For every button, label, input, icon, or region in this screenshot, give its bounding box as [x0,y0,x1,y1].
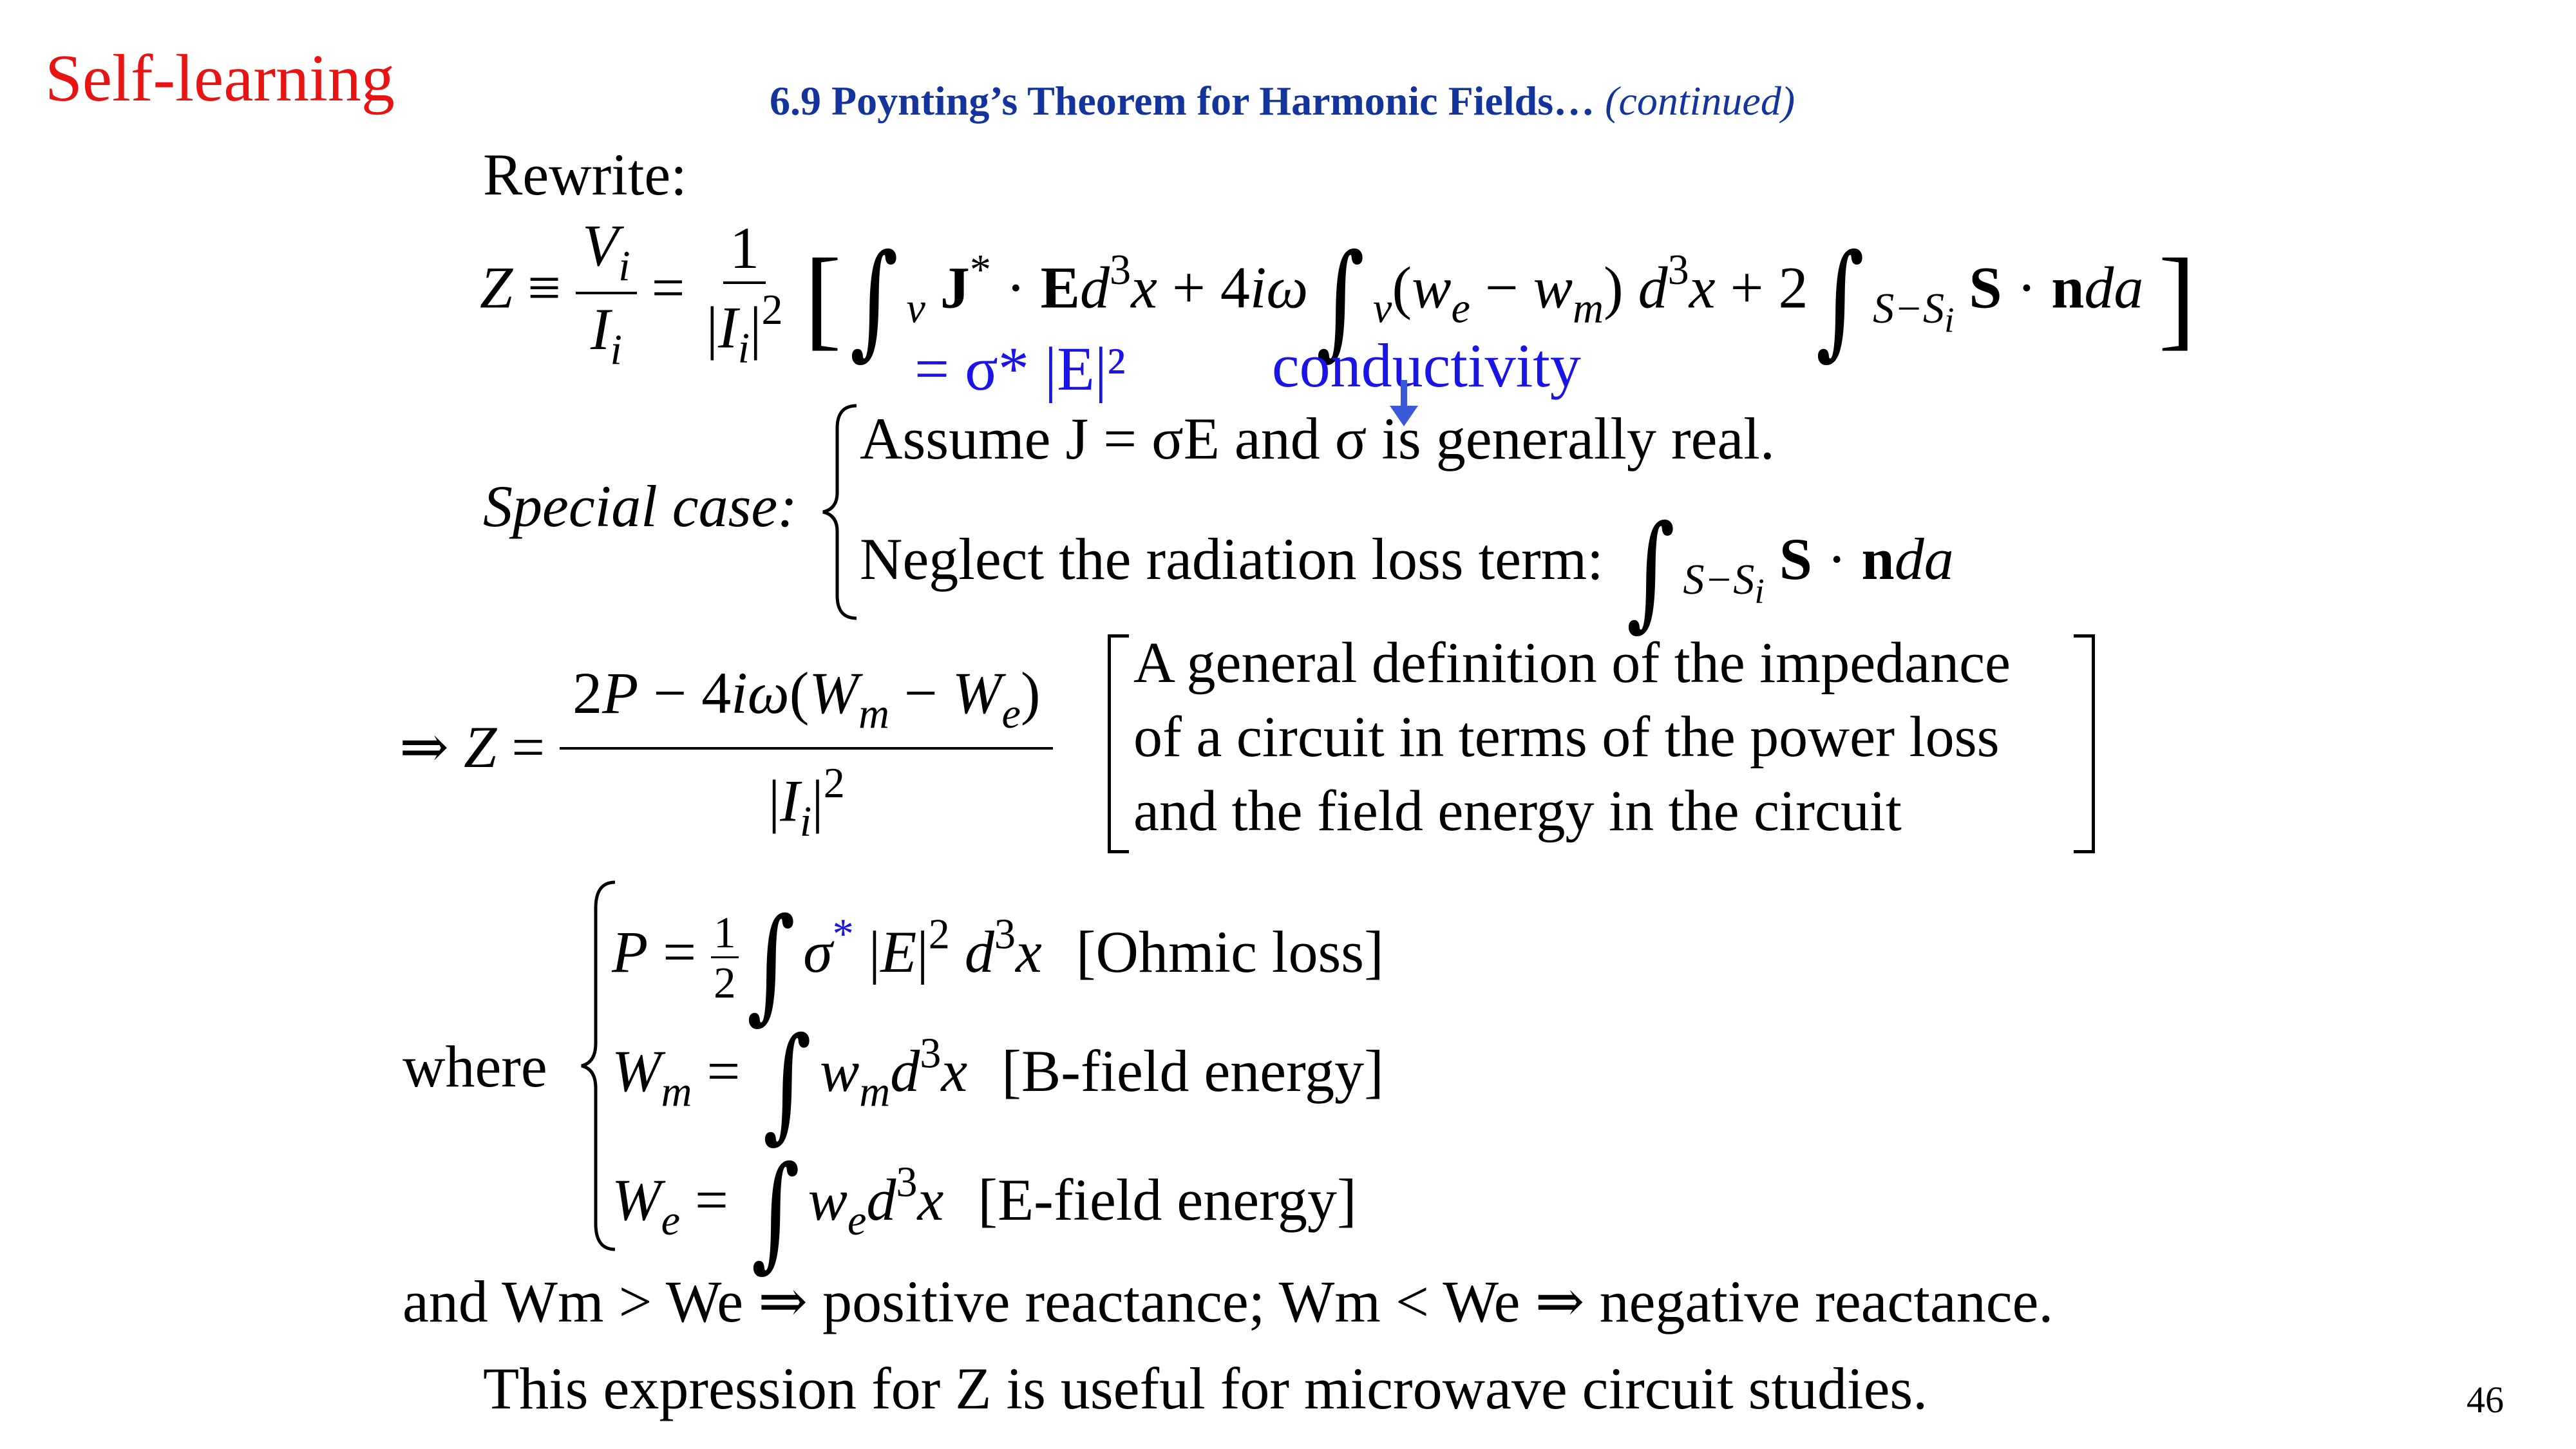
self-learning-label: Self-learning [45,41,395,115]
slide-title-main: 6.9 Poynting’s Theorem for Harmonic Fields… [770,78,1595,124]
definition-line-2: of a circuit in terms of the power loss [1133,705,2000,769]
b-field-energy-equation: $W_m$ = ∫ $w_md^3x$ [B-field energy] [612,1010,1384,1155]
reactance-conclusion: and Wm > We ⇒ positive reactance; Wm < We ⇒ negative reactance. [402,1269,2054,1334]
ohmic-loss-note: [Ohmic loss] [1075,918,1384,985]
special-case-brace [818,402,863,621]
e-field-energy-equation: $W_e$ = ∫ $w_ed^3x$ [E-field energy] [612,1139,1357,1284]
b-field-energy-note: [B-field energy] [1001,1037,1384,1104]
ohmic-loss-equation: P = $\frac{1}{2}$ ∫ σ* $|E|^2$ $d^3x$ [Ohmic loss] [612,891,1384,1036]
definition-box-right-bracket [2074,634,2095,853]
microwave-note: This expression for Z is useful for microwave circuit studies. [483,1356,1928,1421]
rewrite-label: Rewrite: [483,142,687,207]
special-case-label: Special case: [483,473,797,539]
definition-line-3: and the field energy in the circuit [1133,779,1902,843]
special-case-line-2-text: Neglect the radiation loss term: [860,526,1604,592]
slide-title-continued: (continued) [1605,78,1795,124]
conductivity-annotation: conductivity [1272,331,1581,400]
where-label: where [402,1034,547,1099]
definition-line-1: A general definition of the impedance [1133,631,2011,695]
slide-title [770,80,1795,122]
e-field-energy-note: [E-field energy] [978,1166,1357,1233]
z-power-equation: ⇒ Z = $\frac{2P - 4i\omega(W_m - W_e)}{|I_i|^2}$ [399,663,1053,844]
page-number: 46 [2467,1379,2504,1421]
definition-box-left-bracket [1108,634,1129,853]
vi-over-ii-fraction: $\frac{V_i}{I_i}$ [576,216,637,372]
impedance-equation: Z ≡ $\frac{V_i}{I_i}$ = $\frac{1}{|I_i|^2}$ [∫ $_v$ $J^* \cdot Ed^3x + 4i\omega\int$ $_v(w_e - w_m) d^3x + 2\int$ $_{S-S_i}$ S · nda ] [480,213,2196,374]
special-case-line-1: Assume J = σE and σ is generally real. [860,406,1775,471]
special-case-line-2: Neglect the radiation loss term: ∫ $_{S-S_i}$ S · nda [860,498,1954,643]
sigma-star-annotation: = σ* |E|² [914,334,1126,403]
one-over-ii-squared: $\frac{1}{|I_i|^2}$ [706,214,783,372]
z-power-fraction: $\frac{2P - 4i\omega(W_m - W_e)}{|I_i|^2}$ [560,663,1053,844]
